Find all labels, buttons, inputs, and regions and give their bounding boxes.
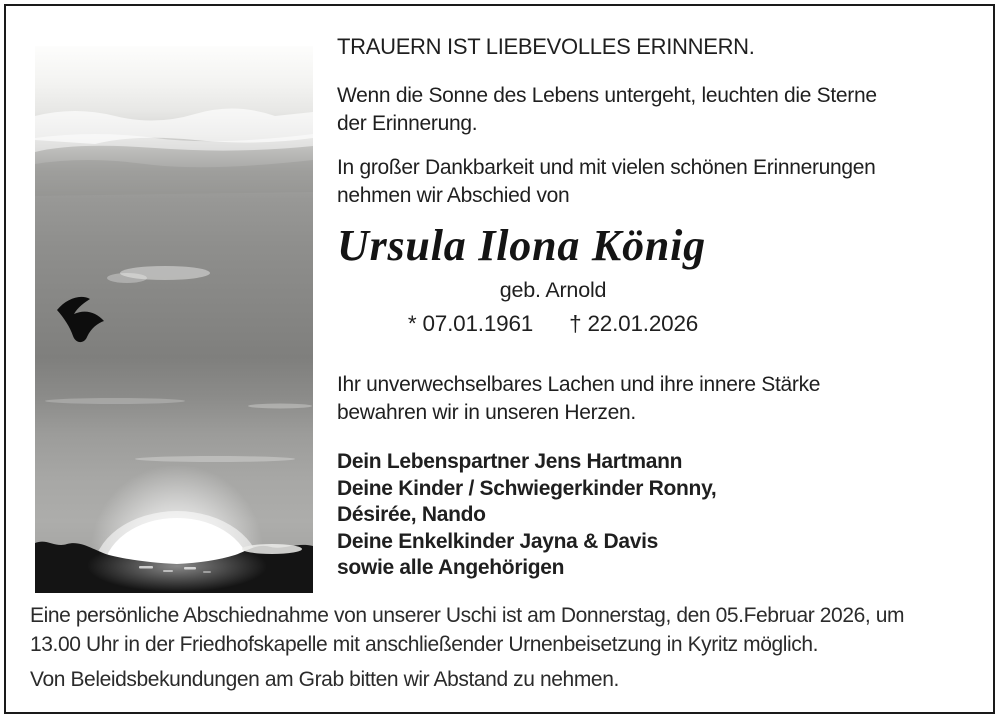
mourner-line: sowie alle Angehörigen [337,556,565,579]
memorial-photo [35,46,313,593]
condolence-note: Von Beleidsbekundungen am Grab bitten wir Abstand zu nehmen. [30,668,619,691]
cloud-band [35,108,313,196]
intro-text [337,154,876,210]
intro-line: In großer Dankbarkeit und mit vielen schönen Erinnerungen [337,156,876,179]
header-motto: TRAUERN IST LIEBEVOLLES ERINNERN. [337,34,755,59]
birth-date: * 07.01.1961 [407,311,534,336]
bird-silhouette-icon [57,297,104,342]
mourner-line: Dein Lebenspartner Jens Hartmann [337,450,683,473]
mourner-line: Deine Kinder / Schwiegerkinder Ronny, [337,476,717,500]
deceased-name: Ursula Ilona König [337,221,706,270]
mourners-list [337,449,716,582]
death-date: † 22.01.2026 [569,311,699,336]
tribute-line: Ihr unverwechselbares Lachen und ihre innere Stärke [337,373,821,396]
epigraph-line: der Erinnerung. [337,112,478,135]
sunset-scene [35,46,313,593]
life-dates [337,311,769,337]
under-sun-glow [87,540,267,592]
light-streak [248,404,312,409]
mourner-line: Deine Enkelkinder Jayna & Davis [337,529,659,553]
maiden-name: geb. Arnold [499,278,607,302]
announcement-line: Eine persönliche Abschiednahme von unserer Uschi ist am Donnerstag, den 05.Februar 2026, um [30,604,905,627]
small-cloud [107,273,147,283]
tribute-text [337,371,820,427]
announcement-line: 13.00 Uhr in der Friedhofskapelle mit anschließender Urnenbeisetzung in Kyritz möglich. [30,632,819,656]
deceased-block [337,221,769,337]
epigraph [337,82,877,138]
funeral-announcement [30,602,904,659]
intro-line: nehmen wir Abschied von [337,184,570,207]
mourner-line: Désirée, Nando [337,503,486,526]
epigraph-line: Wenn die Sonne des Lebens untergeht, leuchten die Sterne [337,84,877,107]
tribute-line: bewahren wir in unseren Herzen. [337,401,636,424]
light-streak [45,398,185,404]
